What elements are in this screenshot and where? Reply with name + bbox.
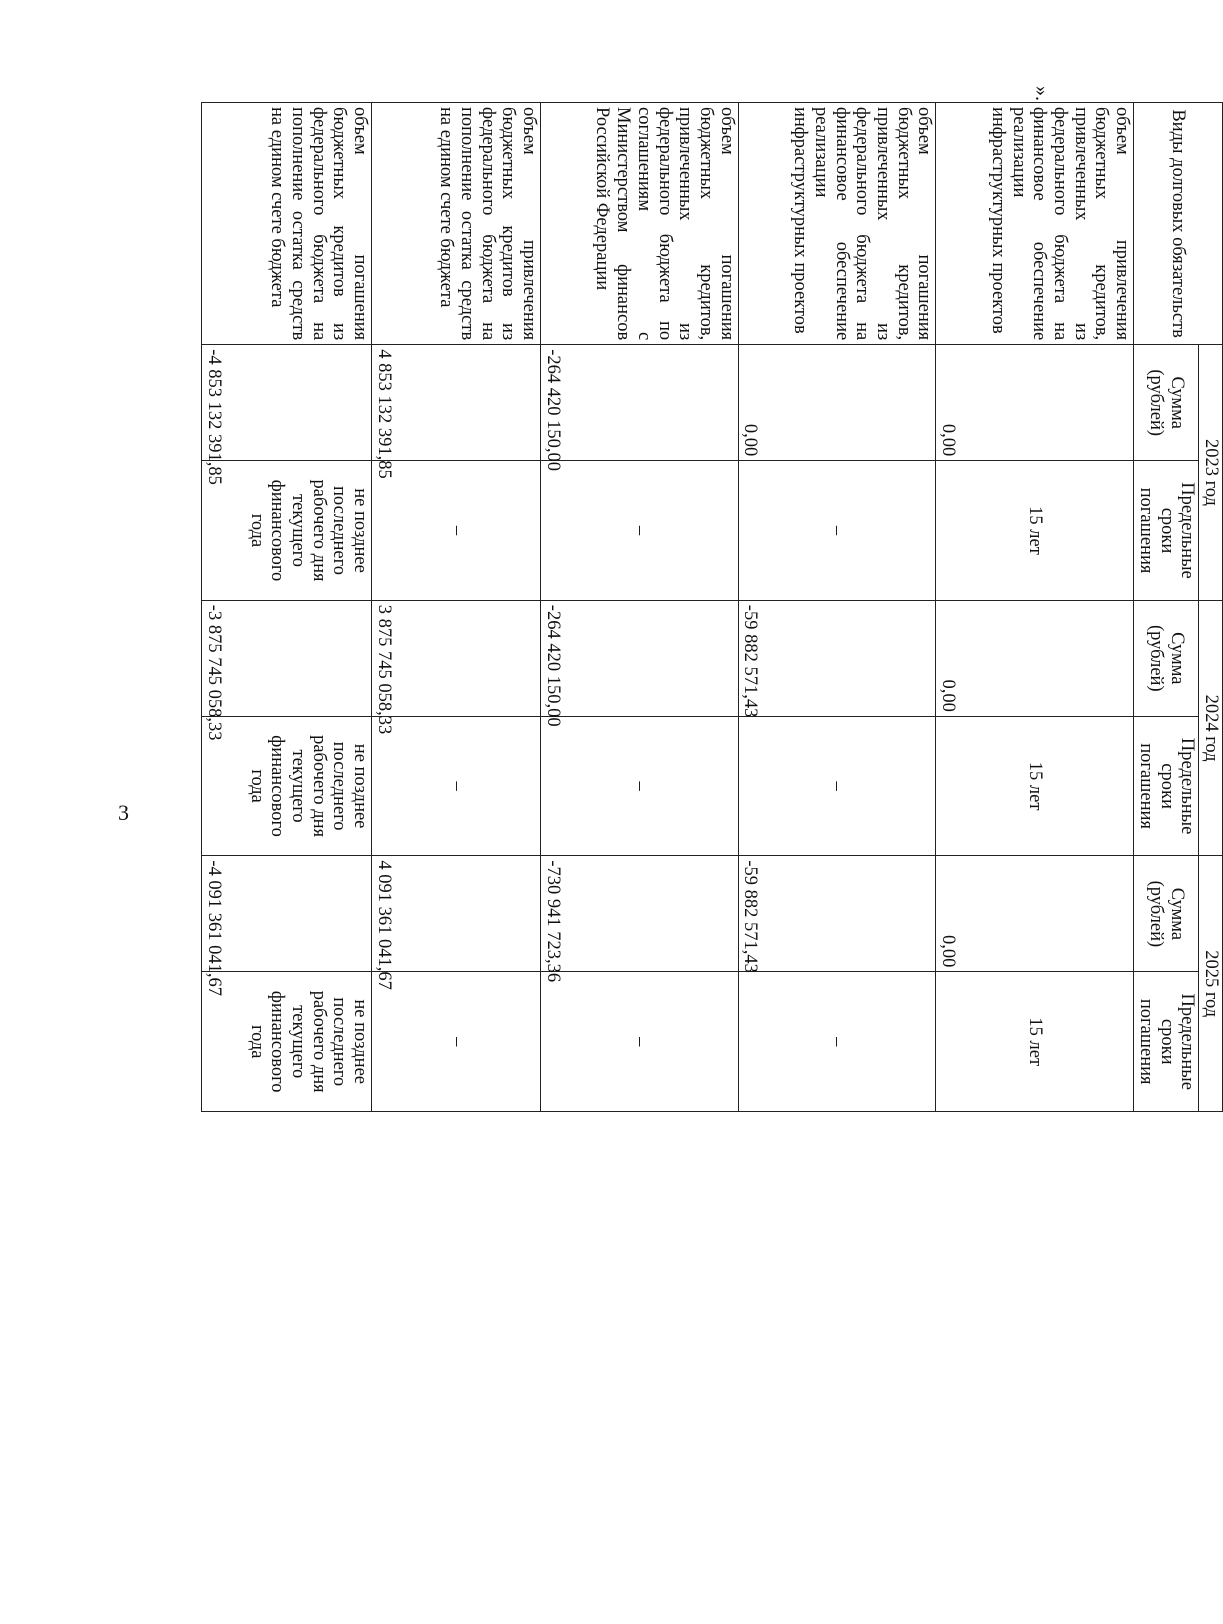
term-cell: –	[372, 972, 541, 1112]
page-number: 3	[118, 800, 129, 825]
amount-cell: -4 853 132 391,85	[202, 345, 372, 461]
header-amount: Сумма (рублей)	[1134, 345, 1199, 461]
rotated-table-container	[201, 102, 1223, 1112]
header-year-2023: 2023 год	[1199, 345, 1223, 601]
amount-cell: 0,00	[936, 600, 1134, 716]
amount-cell: -4 091 361 041,67	[202, 856, 372, 972]
debt-type-cell: объем погашения бюджетных кредитов, привлеченных из федерального бюджета на финансовое обеспечение реализации инфраструктурных проектов	[738, 103, 936, 345]
term-cell: 15 лет	[936, 461, 1134, 601]
term-cell: не позднее последнего рабочего дня текущего финансового года	[202, 461, 372, 601]
header-term: Предельные сроки погашения	[1134, 972, 1199, 1112]
table-row	[372, 103, 541, 1112]
debt-obligations-table	[201, 102, 1223, 1112]
table-row	[541, 103, 739, 1112]
term-cell: не позднее последнего рабочего дня текущего финансового года	[202, 716, 372, 856]
term-cell: –	[372, 716, 541, 856]
amount-cell: 3 875 745 058,33	[372, 600, 541, 716]
header-year-2024: 2024 год	[1199, 600, 1223, 856]
amount-cell: -730 941 723,36	[541, 856, 739, 972]
debt-type-cell: объем погашения бюджетных кредитов из федерального бюджета на пополнение остатка средств на едином счете бюджета	[202, 103, 372, 345]
term-cell: –	[738, 461, 936, 601]
debt-type-cell: объем погашения бюджетных кредитов, привлеченных из федерального бюджета по соглашениям с Министерством финансов Российской Федерации	[541, 103, 739, 345]
amount-cell: -264 420 150,00	[541, 345, 739, 461]
amount-cell: 4 091 361 041,67	[372, 856, 541, 972]
term-cell: –	[541, 716, 739, 856]
header-amount: Сумма (рублей)	[1134, 600, 1199, 716]
header-amount: Сумма (рублей)	[1134, 856, 1199, 972]
amount-cell: -59 882 571,43	[738, 856, 936, 972]
table-row	[738, 103, 936, 1112]
header-debt-type: Виды долговых обязательств	[1134, 103, 1223, 345]
amount-cell: 0,00	[936, 856, 1134, 972]
term-cell: –	[738, 716, 936, 856]
amount-cell: -264 420 150,00	[541, 600, 739, 716]
term-cell: –	[541, 972, 739, 1112]
closing-quote-mark: ».	[1031, 86, 1053, 101]
term-cell: 15 лет	[936, 972, 1134, 1112]
table-row	[936, 103, 1134, 1112]
term-cell: –	[372, 461, 541, 601]
amount-cell: 4 853 132 391,85	[372, 345, 541, 461]
header-term: Предельные сроки погашения	[1134, 716, 1199, 856]
debt-type-cell: объем привлечения бюджетных кредитов из федерального бюджета на пополнение остатка средств на едином счете бюджета	[372, 103, 541, 345]
amount-cell: 0,00	[738, 345, 936, 461]
header-term: Предельные сроки погашения	[1134, 461, 1199, 601]
header-year-2025: 2025 год	[1199, 856, 1223, 1112]
term-cell: –	[738, 972, 936, 1112]
amount-cell: 0,00	[936, 345, 1134, 461]
table-row	[202, 103, 372, 1112]
term-cell: не позднее последнего рабочего дня текущего финансового года	[202, 972, 372, 1112]
amount-cell: -59 882 571,43	[738, 600, 936, 716]
term-cell: 15 лет	[936, 716, 1134, 856]
amount-cell: -3 875 745 058,33	[202, 600, 372, 716]
term-cell: –	[541, 461, 739, 601]
debt-type-cell: объем привлечения бюджетных кредитов, привлеченных из федерального бюджета на финансовое обеспечение реализации инфраструктурных проектов	[936, 103, 1134, 345]
